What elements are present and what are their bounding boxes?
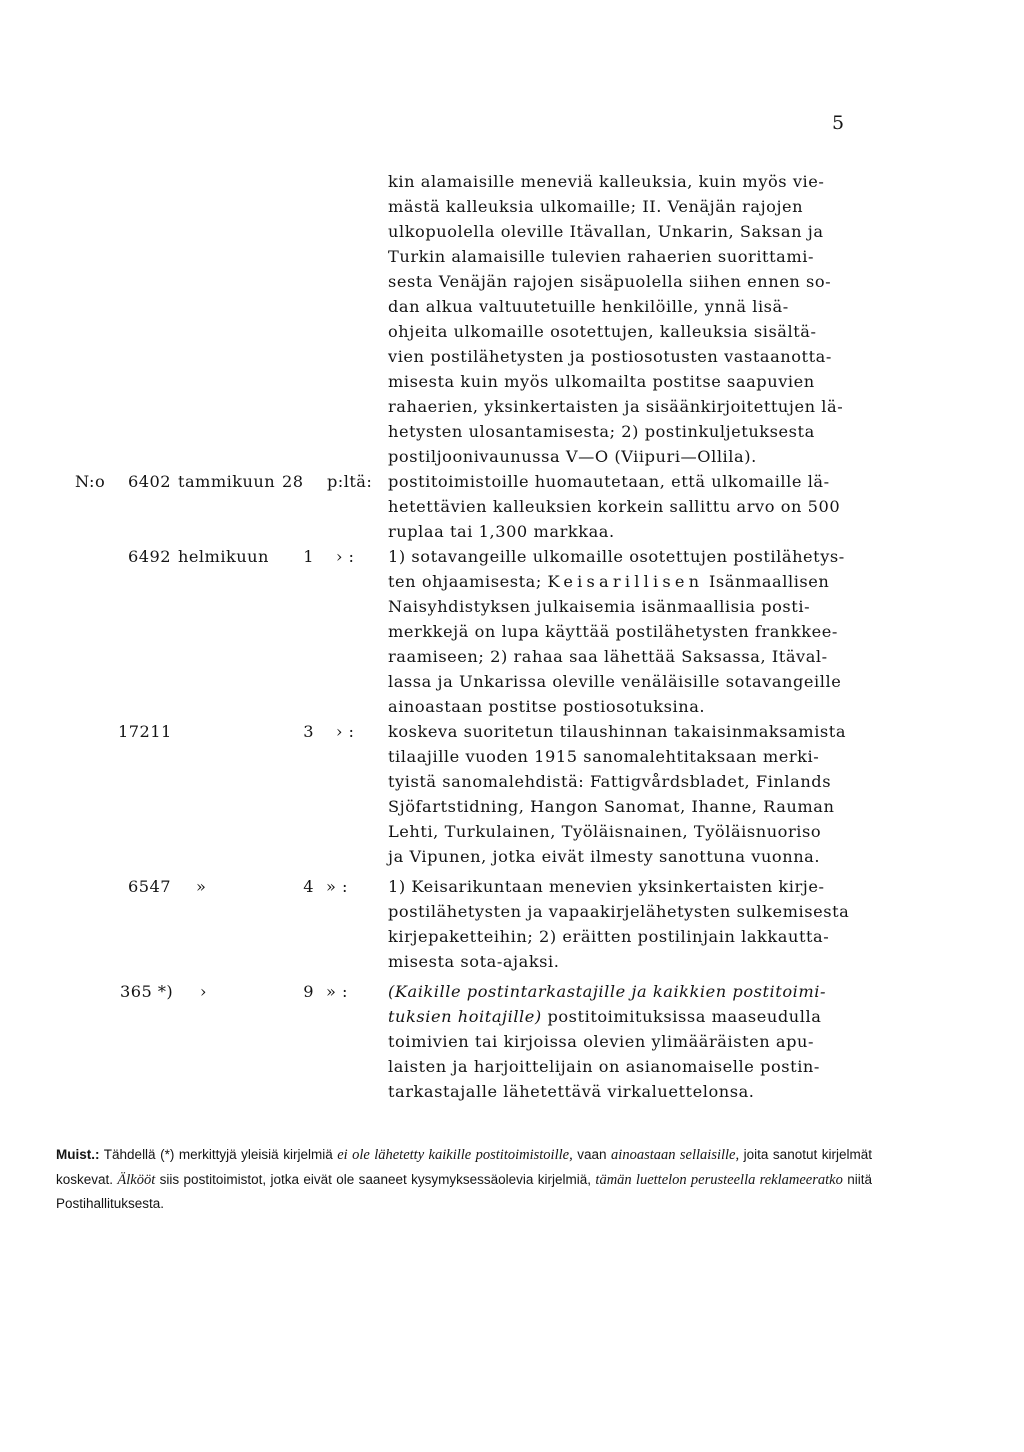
entry-line: Sjöfartstidning, Hangon Sanomat, Ihanne, Rauman [388,797,835,816]
footnote-italic: Älkööt [117,1171,156,1188]
entry-line: tarkastajalle lähetettävä virkaluettelonsa. [388,1082,755,1101]
entry-line: koskeva suoritetun tilaushinnan takaisinmaksamista [388,722,847,741]
entry-suffix: p:ltä: [327,472,373,491]
entry-line: 1) Keisarikuntaan menevien yksinkertaisten kirje- [388,877,825,896]
footnote-text: siis postitoimistot, jotka eivät ole saaneet kysymyksessäolevia kirjelmiä, [155,1171,596,1187]
entry-line: ainoastaan postitse postiosotuksina. [388,697,706,716]
entry-line: tilaajille vuoden 1915 sanomalehtitaksaan merki- [388,747,820,766]
body-line: postiljoonivaunussa V—O (Viipuri—Ollila). [388,447,757,466]
entry-reference [0,720,388,744]
entry-reference [0,980,388,1004]
entry-month: tammikuun [178,472,276,491]
footnote-italic: tämän luettelon perusteella reklameeratko [595,1171,843,1188]
entry-suffix: › : [336,722,355,741]
body-line: Turkin alamaisille tulevien rahaerien suorittami- [388,247,815,266]
entry-line: toimivien tai kirjoissa olevien ylimääräisten apu- [388,1032,815,1051]
entry-reference [0,470,388,494]
entry-line: (Kaikille postintarkastajille ja kaikkien postitoimi- [388,982,826,1001]
entry-month: › [200,982,207,1001]
entry-line: raamiseen; 2) rahaa saa lähettää Saksassa, Itäval- [388,647,828,666]
entry-line: hetettävien kalleuksien korkein sallittu arvo on 500 [388,497,841,516]
footnote-italic: ei ole lähetetty kaikille postitoimistoille, [337,1147,573,1163]
entry-line: kirjepaketteihin; 2) eräitten postilinjain lakkautta- [388,927,830,946]
entry-number: 365 *) [120,982,174,1001]
entry-suffix: » : [326,877,348,896]
entry-reference [0,545,388,569]
entry-number: 17211 [118,722,172,741]
entry-number: 6402 [128,472,171,491]
footnote-text: niitä Postihallituksesta. [56,1171,872,1211]
entry-line: ja Vipunen, jotka eivät ilmesty sanottuna vuonna. [388,847,821,866]
entry-line: postitoimistoille huomautetaan, että ulkomaille lä- [388,472,830,491]
body-line: mästä kalleuksia ulkomaille; II. Venäjän rajojen [388,197,804,216]
entry-day: 3 [303,722,314,741]
entry-line: 1) sotavangeille ulkomaille osotettujen postilähetys- [388,547,845,566]
footnote-text: joita sanotut kirjelmät koskevat. [56,1147,872,1187]
body-line: hetysten ulosantamisesta; 2) postinkuljetuksesta [388,422,815,441]
footnote-text: vaan [572,1147,612,1162]
entry-month: » [196,877,207,896]
body-line: kin alamaisille meneviä kalleuksia, kuin myös vie- [388,172,825,191]
entry-day: 28 [282,472,304,491]
entry-line: laisten ja harjoittelijain on asianomaiselle postin- [388,1057,820,1076]
entry-line: misesta sota-ajaksi. [388,952,560,971]
entry-day: 9 [303,982,314,1001]
body-line: dan alkua valtuutetuille henkilöille, ynnä lisä- [388,297,789,316]
entry-line: lassa ja Unkarissa oleville venäläisille sotavangeille [388,672,842,691]
body-line: misesta kuin myös ulkomailta postitse saapuvien [388,372,815,391]
entry-number: 6492 [128,547,171,566]
body-line: rahaerien, yksinkertaisten ja sisäänkirjoitettujen lä- [388,397,844,416]
footnote-label: Muist.: [56,1147,100,1162]
body-line: ohjeita ulkomaille osotettujen, kalleuksia sisältä- [388,322,817,341]
entry-suffix: › : [336,547,355,566]
body-line: vien postilähetysten ja postiosotusten vastaanotta- [388,347,832,366]
entry-no-label: N:o [75,472,106,491]
entry-line: tyistä sanomalehdistä: Fattigvårdsbladet, Finlands [388,772,832,791]
entry-line: merkkejä on lupa käyttää postilähetysten frankkee- [388,622,838,641]
entry-day: 1 [303,547,314,566]
entry-line: ten ohjaamisesta; Keisarillisen Isänmaallisen [388,572,830,591]
entry-suffix: » : [326,982,348,1001]
footnote-text: Tähdellä (*) merkittyjä yleisiä kirjelmiä [99,1147,338,1162]
entry-line: postilähetysten ja vapaakirjelähetysten sulkemisesta [388,902,850,921]
entry-number: 6547 [128,877,171,896]
entry-month: helmikuun [178,547,269,566]
entry-day: 4 [303,877,314,896]
italic-fragment: tuksien hoitajille) [388,1007,542,1026]
entry-line: tuksien hoitajille) postitoimituksissa maaseudulla [388,1007,822,1026]
footnote [56,1143,872,1216]
entry-reference [0,875,388,899]
spaced-word: Keisarillisen [547,572,704,591]
entry-line: Lehti, Turkulainen, Työläisnainen, Työläisnuoriso [388,822,822,841]
entry-line: ruplaa tai 1,300 markkaa. [388,522,615,541]
footnote-italic: ainoastaan sellaisille, [611,1147,740,1163]
page-number: 5 [832,112,845,134]
body-line: sesta Venäjän rajojen sisäpuolella siihen ennen so- [388,272,832,291]
body-line: ulkopuolella oleville Itävallan, Unkarin, Saksan ja [388,222,824,241]
entry-line: Naisyhdistyksen julkaisemia isänmaallisia posti- [388,597,811,616]
